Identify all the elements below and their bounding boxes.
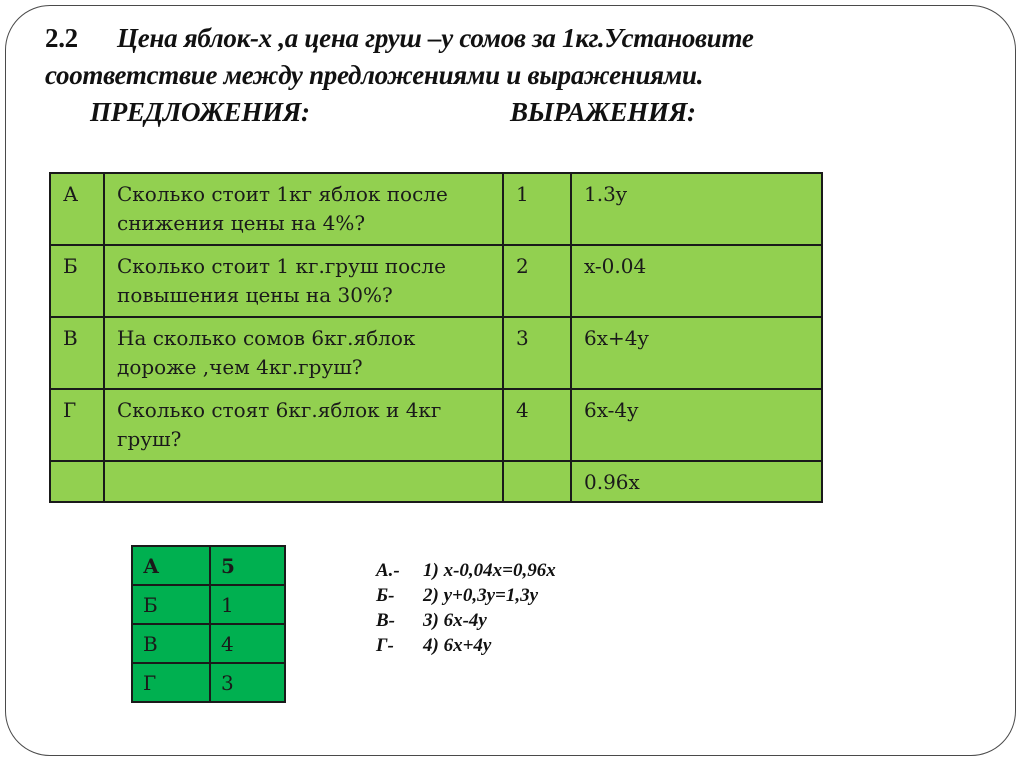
task-statement — [45, 20, 945, 94]
task-number: 2.2 — [45, 23, 78, 53]
solution-line — [376, 608, 556, 633]
solutions-list — [376, 558, 556, 658]
answer-value: 5 — [210, 546, 285, 585]
answer-row — [132, 663, 285, 702]
heading-sentences: ПРЕДЛОЖЕНИЯ: — [90, 97, 310, 127]
solution-text: 3) 6x-4y — [423, 610, 487, 631]
row-number: 3 — [503, 317, 571, 389]
solution-label: Б- — [376, 585, 395, 606]
task-line-1-text: Цена яблок-х ,а цена груш –у сомов за 1кг.Установите — [117, 23, 754, 53]
row-letter — [50, 461, 104, 502]
table-row — [50, 461, 822, 502]
row-expression: 1.3y — [571, 173, 822, 245]
row-expression: 6x+4y — [571, 317, 822, 389]
row-sentence: Сколько стоит 1 кг.груш после повышения цены на 30%? — [104, 245, 503, 317]
row-letter: В — [50, 317, 104, 389]
row-expression: 6x-4y — [571, 389, 822, 461]
answer-letter: В — [132, 624, 210, 663]
row-letter: Г — [50, 389, 104, 461]
answer-letter: А — [132, 546, 210, 585]
row-sentence: Сколько стоят 6кг.яблок и 4кг груш? — [104, 389, 503, 461]
solution-label: А.- — [376, 560, 400, 581]
table-row — [50, 317, 822, 389]
solution-label: В- — [376, 610, 395, 631]
row-number: 4 — [503, 389, 571, 461]
row-letter: Б — [50, 245, 104, 317]
heading-expressions: ВЫРАЖЕНИЯ: — [510, 97, 696, 127]
solution-text: 2) y+0,3y=1,3y — [423, 585, 539, 606]
matching-table — [49, 172, 823, 503]
solution-line — [376, 633, 556, 658]
row-sentence — [104, 461, 503, 502]
answer-letter: Б — [132, 585, 210, 624]
row-letter: А — [50, 173, 104, 245]
row-expression: x-0.04 — [571, 245, 822, 317]
solution-line — [376, 583, 556, 608]
table-row — [50, 389, 822, 461]
row-number — [503, 461, 571, 502]
row-sentence: На сколько сомов 6кг.яблок дороже ,чем 4кг.груш? — [104, 317, 503, 389]
answer-letter: Г — [132, 663, 210, 702]
answer-row — [132, 585, 285, 624]
row-sentence: Сколько стоит 1кг яблок после снижения цены на 4%? — [104, 173, 503, 245]
table-row — [50, 173, 822, 245]
task-line-2: соответствие между предложениями и выражениями. — [45, 60, 704, 90]
solution-label: Г- — [376, 635, 394, 656]
answer-value: 4 — [210, 624, 285, 663]
answer-table — [131, 545, 286, 703]
solution-text: 1) x-0,04x=0,96x — [423, 560, 556, 581]
answer-row — [132, 624, 285, 663]
answer-value: 1 — [210, 585, 285, 624]
row-number: 2 — [503, 245, 571, 317]
task-line-1 — [45, 20, 945, 57]
solution-line — [376, 558, 556, 583]
row-expression: 0.96x — [571, 461, 822, 502]
row-number: 1 — [503, 173, 571, 245]
solution-text: 4) 6x+4y — [423, 635, 492, 656]
answer-row — [132, 546, 285, 585]
answer-value: 3 — [210, 663, 285, 702]
table-row — [50, 245, 822, 317]
